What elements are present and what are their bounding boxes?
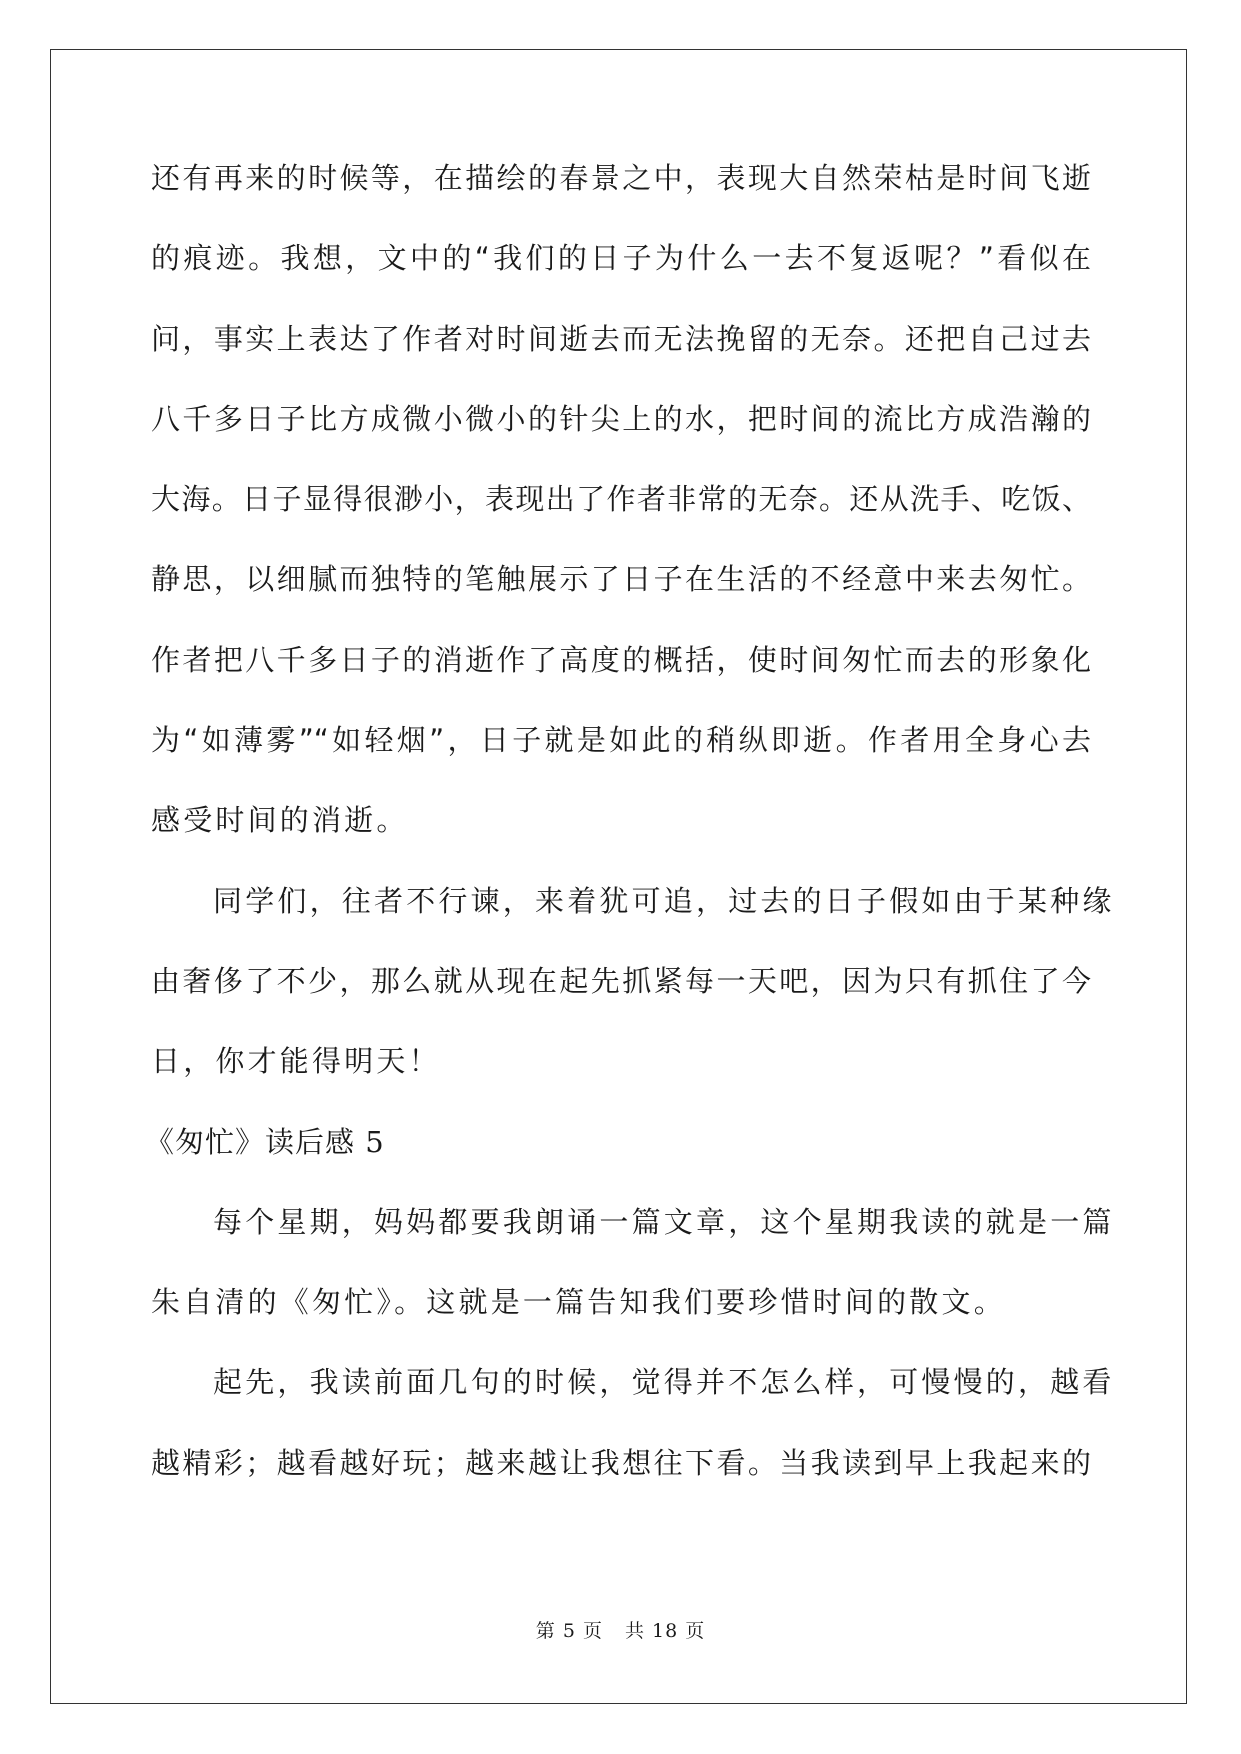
paragraph-line: 问，事实上表达了作者对时间逝去而无法挽留的无奈。还把自己过去 — [151, 321, 1091, 356]
paragraph-line: 同学们，往者不行谏，来着犹可追，过去的日子假如由于某种缘 — [213, 883, 1115, 918]
paragraph-line: 每个星期，妈妈都要我朗诵一篇文章，这个星期我读的就是一篇 — [213, 1204, 1115, 1239]
paragraph-line: 由奢侈了不少，那么就从现在起先抓紧每一天吧，因为只有抓住了今 — [151, 963, 1091, 998]
paragraph-line: 还有再来的时候等，在描绘的春景之中，表现大自然荣枯是时间飞逝 — [151, 161, 1091, 195]
paragraph-line: 静思，以细腻而独特的笔触展示了日子在生活的不经意中来去匆忙。 — [151, 562, 1091, 597]
paragraph-line: 起先，我读前面几句的时候，觉得并不怎么样，可慢慢的，越看 — [213, 1365, 1115, 1400]
paragraph-line: 日，你才能得明天！ — [151, 1044, 441, 1079]
document-body — [145, 158, 1115, 1523]
page-footer — [0, 1616, 1241, 1643]
paragraph-line: 朱自清的《匆忙》。这就是一篇告知我们要珍惜时间的散文。 — [151, 1285, 1006, 1320]
section-heading: 《匆忙》读后感 5 — [145, 1124, 385, 1159]
paragraph-line: 越精彩；越看越好玩；越来越让我想往下看。当我读到早上我起来的 — [151, 1445, 1091, 1480]
paragraph-line: 大海。日子显得很渺小，表现出了作者非常的无奈。还从洗手、吃饭、 — [151, 482, 1091, 517]
paragraph-line: 的痕迹。我想，文中的“我们的日子为什么一去不复返呢？”看似在 — [151, 241, 1091, 276]
page-number: 第 5 页 — [535, 1620, 603, 1642]
page-total: 共 18 页 — [624, 1620, 706, 1642]
paragraph-line: 八千多日子比方成微小微小的针尖上的水，把时间的流比方成浩瀚的 — [151, 401, 1091, 436]
paragraph-line: 为“如薄雾”“如轻烟”，日子就是如此的稍纵即逝。作者用全身心去 — [151, 723, 1091, 758]
paragraph-line: 感受时间的消逝。 — [151, 803, 409, 838]
paragraph-line: 作者把八千多日子的消逝作了高度的概括，使时间匆忙而去的形象化 — [151, 642, 1091, 677]
